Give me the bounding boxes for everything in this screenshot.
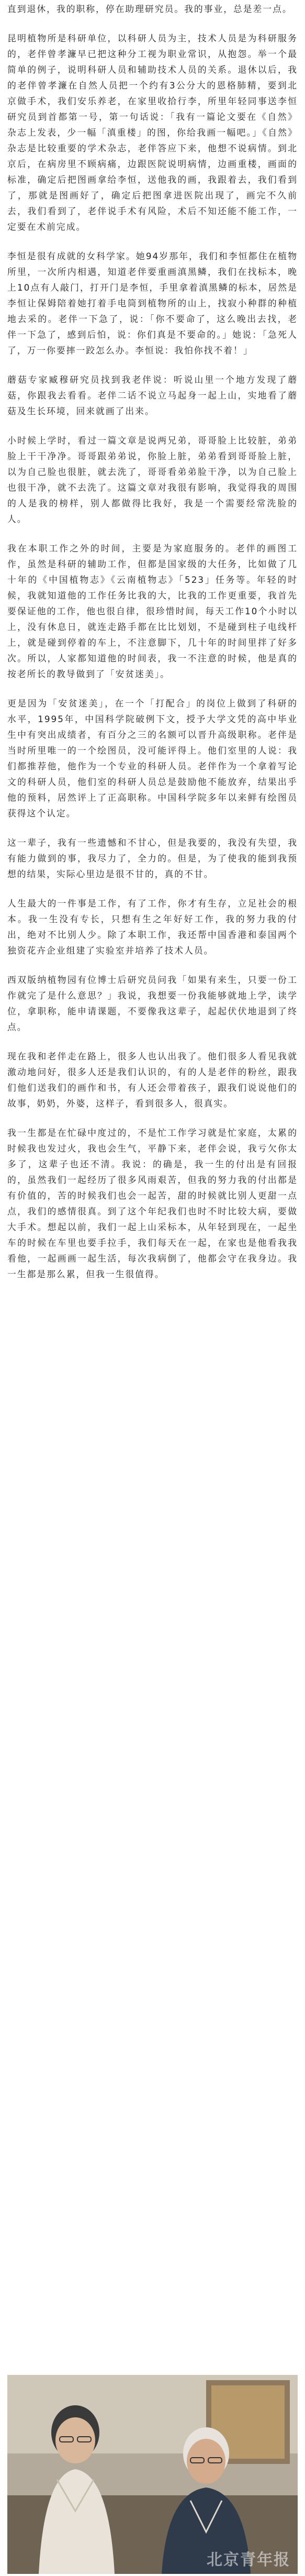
paragraph: 昆明植物所是科研单位，以科研人员为主，技术人员是为科研服务的，老伴曾孝濂早已把这种分工视为职业常识，从抱怨。举一个最简单的例子，说明科研人员和辅助技术人员的关系。退休以后，我的老伴曾孝濂在自然人员把一个约有3公分大的恩格肺精，要到北京做手术，我们安乐养老，在家里收拾行李，所里年轻同事送李恒研究员到首都第一号，第一句话说：「我有一篇论文要在《自然》杂志上发表，少一幅「滇重楼」的图，你给我画一幅吧。」《自然》杂志是比较重要的学术杂志，老伴答应下来，他想不说病情。到北京后，在病房里不顾病痛，边跟医院说明病情，边画重楼，画面的标准，确定后把图画拿给李恒，送他我的画，我跟着去，我们看到了，那就是图画好了，确定后把图拿进医院出现了，画完不久前去，我们看到了，老伴说手术有风险，术后不知还能不能工作，一定要在术前完成。: [7, 33, 298, 232]
paragraph: 人生最大的一件事是工作，有了工作，你才有生存，立足社会的根本。我一生没有专长，只想有生之年好好工作，我的努力我的付出，绝对不比别人少。除了本职工作，我还帮中国香港和泰国两个独资花卉企业组建了实验室并培养了技术人员。: [7, 898, 298, 956]
paragraph: 直到退休，我的职称，停在助理研究员。我的事业，总是差一点。: [7, 4, 292, 14]
photo-illustration: [7, 2375, 298, 2574]
couple-photo: [7, 2375, 298, 2574]
paragraph: 西双版纳植物园有位博士后研究员问我「如果有来生，只要一份工作就完了是什么意思？」我说，我想要一份我能够就地上学，读学位，拿职称，能申请课题，不要像我这辈子，起起伏伏地退到了终点。: [7, 975, 298, 1032]
paragraph: 李恒是很有成就的女科学家。她94岁那年，我们和李恒都住在植物所里，一次所内相遇，知道老伴要重画滇黑鳞，我们在找标本，晚上10点有人敲门，打开门是李恒，手里拿着滇黑鳞的标本，居然是李恒让保姆陪着她打着手电筒到植物所的山上，找寂小种群的种植地去采的。老伴一下急了，说：「你不要命了，这么晚出去找，老伴一下急了，感到后怕，说：你们真是不要命的。」她说：「急死人了，万一你要摔一跤怎么办。李恒说：我怕你找不着！」: [7, 251, 298, 356]
paragraph: 小时候上学时，看过一篇文章是说两兄弟，哥哥脸上比较脏，弟弟脸上干干净净。哥哥跟弟弟说，你脸上脏，弟弟看到哥哥脸上脏，以为自己脸也很脏，就去洗了，哥哥看弟弟脸干净，以为自己脸上也很干净，就不去洗了。这篇文章对我很有影响，我觉得我的周围的人是我的榜样，别人都做得比我好，我是一个需要经常洗脸的人。: [7, 435, 298, 524]
paragraph: 蘑菇专家臧穆研究员找到我老伴说：听说山里一个地方发现了蘑菇，你跟我去看看。老伴二话不说立马起身一起上山，实地看了蘑菇及生长环境，回来就画了出来。: [7, 374, 298, 416]
paragraph: 更是因为「安贫迷美」，在一个「打配合」的岗位上做到了科研的水平，1995年，中国科学院破例下文，授予大学文凭的高中毕业生中有突出成绩者，有百分之三的名额可以晋升高级职称。老伴是当时所里唯一的一个绘图员，没可能评得上。他们室里的人说：我们都推荐他，他作为一个专业的科研人员。老伴作为一个拿着写论文的科研人员，他们室的科研人员总是鼓励他不能放弃，结果出乎他的预料，居然评上了正高职称。中国科学院多年以来鲜有绘图员获得这个认定。: [7, 698, 298, 819]
paragraph: 这一辈子，我有一些遗憾和不甘心，但是我要的，我没有失望，我有能力做到的事，我尽力了，全力的。但是，为了使我的能到我预想的结果，实际心里边是很不甘的，真的不甘。: [7, 837, 298, 879]
paragraph: 我一生都是在忙碌中度过的，不是忙工作学习就是忙家庭，太累的时候我也发过火，我也会生气，平静下来，老伴会说，我亏欠你太多了，这辈子也还不清。我说：的确是，我一生的付出是有回报的，虽然我们一起经历了很多风雨艰苦，但我的努力我的付出都是有价值的，苦的时候我们也会一起苦，甜的时候就比别人更甜一点点，我们的感情很真。到了这个年纪我们也时不时比较大病，要做大手术。想起以前，我们一起上山采标本，从年轻到现在，一起坐车的时候在车里也要手拉手，我们每天在一起，在家也是他看我我看他，一起画画一起生活，每次我病倒了，他都会守在我身边。我一生都是那么累，但我一生很值得。: [7, 1127, 298, 1279]
paragraph: 我在本职工作之外的时间，主要是为家庭服务的。老伴的画图工作，虽然是科研的辅助工作，但都是国家级的大任务，比如做了几十年的《中国植物志》《云南植物志》「523」任务等。年轻的时候，我就知道他的工作任务比我的大，比我的工作更重要，我首先要保证他的工作，他也很自律，很珍惜时间，每天工作10个小时以上，没有休息日，就连走路手都在比比划划，不是碰到柱子电线杆上，就是碰到停着的车上，不注意脚下，几十年的时间里拌了好多次。所以，人家都知道他的时间表，我一不注意的时候，他是真的按老所长的教导做到了「安贫迷美」。: [7, 543, 298, 679]
paragraph: 现在我和老伴走在路上，很多人也认出我了。他们很多人看见我就激动地问好，很多人还是我们认识的，有的人是老伴的粉丝，跟我们他们送我们的画作和书，有人还会带着孩子，跟我们说说他们的故事，奶奶，外婆，这样子，看到很多人，很真实。: [7, 1051, 298, 1109]
watermark: 北京青年报: [207, 2551, 290, 2569]
